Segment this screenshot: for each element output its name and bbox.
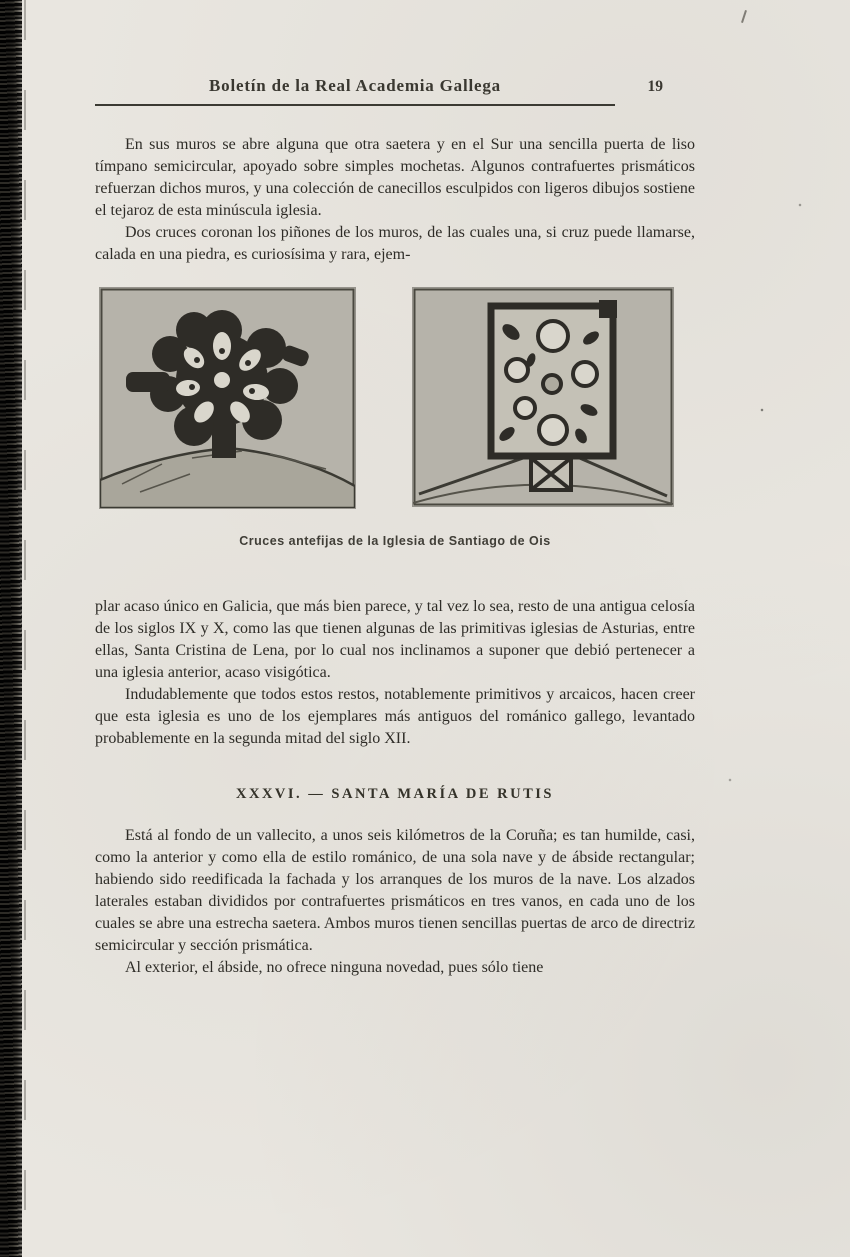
figure-caption: Cruces antefijas de la Iglesia de Santiago de Ois: [239, 534, 551, 548]
rosette-cross-illustration: [100, 288, 355, 508]
page-content: [95, 76, 695, 979]
page-number: 19: [647, 78, 663, 95]
figure-block: [95, 288, 695, 548]
pierced-slab-illustration: [413, 288, 673, 506]
body-paragraph: Está al fondo de un vallecito, a unos seis kilómetros de la Coruña; es tan humilde, casi, como la anterior y como ella de estilo románico, de una sola nave y de ábside rectangular; habiendo sido reedificada la fachada y los arranques de los muros de la nave. Los alzados laterales estaban divididos por contrafuertes prismáticos en tres vanos, en cada uno de los cuales se abre una estrecha saetera. Ambos muros tienen sencillas puertas de arco de directriz semicircular y sección prismática.: [95, 827, 695, 954]
journal-title: Boletín de la Real Academia Gallega: [209, 76, 501, 95]
body-paragraph: Indudablemente que todos estos restos, notablemente primitivos y arcaicos, hacen creer que esta iglesia es uno de los ejemplares más antiguos del románico gallego, levantado probablemente en la segunda mitad del siglo XII.: [95, 686, 695, 747]
body-paragraph: En sus muros se abre alguna que otra saetera y en el Sur una sencilla puerta de liso tímpano semicircular, apoyado sobre simples mochetas. Algunos contrafuertes prismáticos refuerzan dichos muros, y una colección de canecillos esculpidos con ligeros dibujos sostiene el tejaroz de esta minúscula iglesia.: [95, 136, 695, 219]
section-heading: XXXVI. — SANTA MARÍA DE RUTIS: [236, 786, 554, 802]
header-rule: [95, 76, 615, 106]
running-head: [95, 76, 695, 110]
body-paragraph: plar acaso único en Galicia, que más bien parece, y tal vez lo sea, resto de una antigua celosía de los siglos IX y X, como las que tienen algunas de las primitivas iglesias de Asturias, entre ellas, Santa Cristina de Lena, por lo cual nos inclinamos a suponer que debió pertenecer a una iglesia anterior, acaso visigótica.: [95, 598, 695, 681]
figures-row: [100, 288, 695, 508]
body-paragraph: Al exterior, el ábside, no ofrece ninguna novedad, pues sólo tiene: [125, 959, 544, 976]
body-paragraph: Dos cruces coronan los piñones de los muros, de las cuales una, si cruz puede llamarse, calada en una piedra, es curiosísima y rara, ejem-: [95, 224, 695, 263]
binding-edge: [0, 0, 22, 1257]
